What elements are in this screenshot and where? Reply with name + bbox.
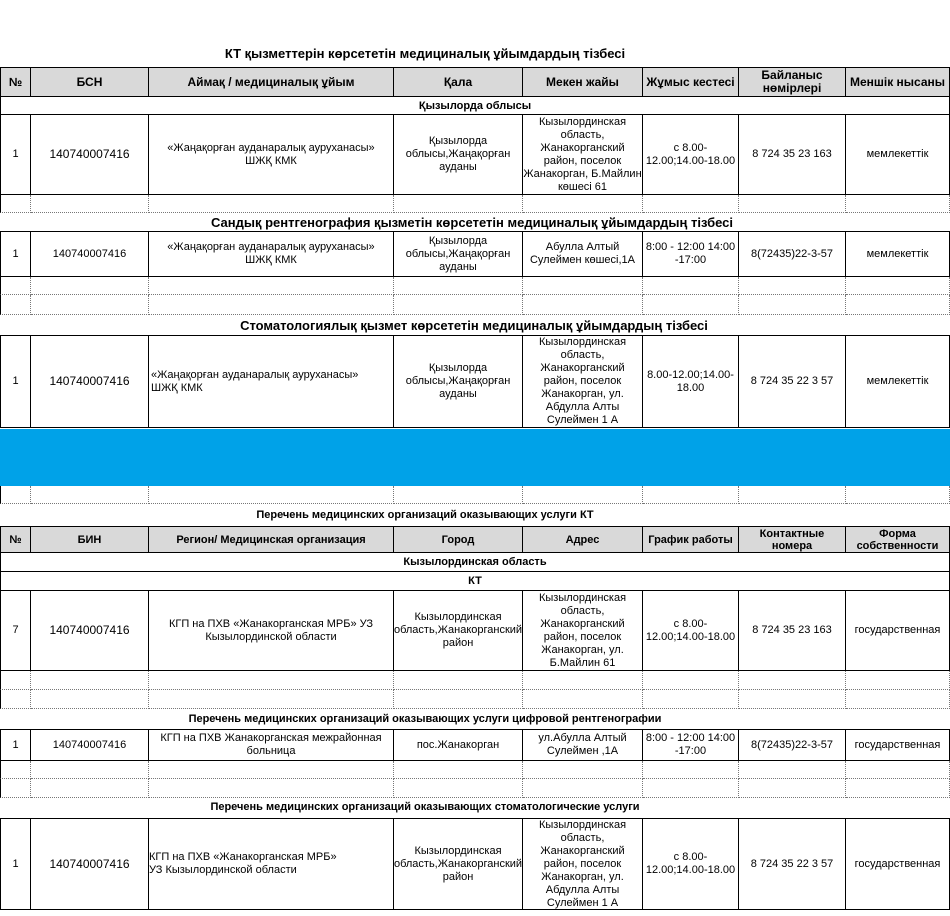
cell-num: 7 (0, 591, 31, 671)
cell-address: Кызылординская область, Жанакорганский район, поселок Жанакорган, ул. Б.Майлин 61 (523, 591, 643, 671)
header-ownership: Меншік нысаны (846, 67, 950, 97)
cell-bin: 140740007416 (31, 591, 149, 671)
kz-xray-title: Сандық рентгенография қызметін көрсететін медициналық ұйымдардың тізбесі (210, 214, 734, 230)
empty-row (0, 195, 950, 213)
cell-ownership: государственная (846, 729, 950, 761)
cell-org: «Жаңақорған ауданаралық ауруханасы» ШЖҚ КМК (149, 115, 394, 195)
cell-phone: 8 724 35 23 163 (739, 115, 846, 195)
cell-city: Кызылординская область,Жанакорганский район (394, 818, 523, 910)
ru-xray-title: Перечень медицинских организаций оказывающих услуги цифровой рентгенографии (188, 712, 662, 725)
cell-schedule: с 8.00-12.00;14.00-18.00 (643, 115, 739, 195)
empty-row (0, 277, 950, 295)
table-row (0, 591, 950, 671)
cell-phone: 8 724 35 22 3 57 (739, 818, 846, 910)
cell-city: Кызылординская область,Жанакорганский район (394, 591, 523, 671)
cell-ownership: мемлекеттік (846, 335, 950, 428)
cell-schedule: 8:00 - 12:00 14:00 -17:00 (643, 729, 739, 761)
table-row (0, 115, 950, 195)
cell-address: Абулла Алтый Сулеймен көшесі,1А (523, 231, 643, 277)
header-ownership: Форма собственности (846, 526, 950, 553)
cell-ownership: государственная (846, 818, 950, 910)
cell-schedule: с 8.00-12.00;14.00-18.00 (643, 818, 739, 910)
header-phone: Байланыс нөмірлері (739, 67, 846, 97)
table-row (0, 818, 950, 910)
kz-ct-title: КТ қызметтерін көрсететін медициналық ұйымдардың тізбесі (224, 45, 626, 61)
cell-num: 1 (0, 231, 31, 277)
header-num: № (0, 526, 31, 553)
table-row (0, 335, 950, 428)
cell-ownership: государственная (846, 591, 950, 671)
kz-region-row: Қызылорда облысы (0, 97, 950, 115)
kz-header-row (0, 67, 950, 97)
kz-dental-title: Стоматологиялық қызмет көрсететін медициналық ұйымдардың тізбесі (240, 317, 708, 333)
cell-phone: 8(72435)22-3-57 (739, 729, 846, 761)
header-bin: БСН (31, 67, 149, 97)
cell-schedule: 8.00-12.00;14.00-18.00 (643, 335, 739, 428)
cell-org: «Жаңақорған ауданаралық ауруханасы» ШЖҚ КМК (149, 335, 394, 428)
cell-num: 1 (0, 729, 31, 761)
header-phone: Контактные номера (739, 526, 846, 553)
cell-bin: 140740007416 (31, 729, 149, 761)
ru-dental-title: Перечень медицинских организаций оказывающих стоматологические услуги (210, 801, 640, 813)
empty-row (0, 690, 950, 709)
cell-address: Кызылординская область, Жанакорганский район, поселок Жанакорган, Б.Майлин көшесі 61 (523, 115, 643, 195)
cell-schedule: 8:00 - 12:00 14:00 -17:00 (643, 231, 739, 277)
cell-phone: 8(72435)22-3-57 (739, 231, 846, 277)
cell-org: КГП на ПХВ «Жанакорганская МРБ» УЗ Кызылординской области (149, 818, 394, 910)
ru-header-row (0, 526, 950, 553)
header-org: Аймақ / медициналық ұйым (149, 67, 394, 97)
cell-address: Кызылординская область, Жанакорганский район, поселок Жанакорган, ул. Абдулла Алты Сулеймен 1 А (523, 335, 643, 428)
table-row (0, 729, 950, 761)
table-row (0, 231, 950, 277)
cell-bin: 140740007416 (31, 115, 149, 195)
cell-phone: 8 724 35 23 163 (739, 591, 846, 671)
cell-city: Қызылорда облысы,Жаңақорған ауданы (394, 231, 523, 277)
header-num: № (0, 67, 31, 97)
cell-schedule: с 8.00-12.00;14.00-18.00 (643, 591, 739, 671)
cell-phone: 8 724 35 22 3 57 (739, 335, 846, 428)
ru-region-row: Кызылординская область (0, 553, 950, 572)
empty-row (0, 295, 950, 315)
cell-bin: 140740007416 (31, 335, 149, 428)
cell-ownership: мемлекеттік (846, 231, 950, 277)
highlight-band (0, 429, 950, 486)
header-address: Адрес (523, 526, 643, 553)
header-address: Мекен жайы (523, 67, 643, 97)
cell-num: 1 (0, 818, 31, 910)
cell-address: Кызылординская область, Жанакорганский район, поселок Жанакорган, ул. Абдулла Алты Сулеймен 1 А (523, 818, 643, 910)
cell-bin: 140740007416 (31, 818, 149, 910)
cell-address: ул.Абулла Алтый Сулеймен ,1А (523, 729, 643, 761)
header-schedule: Жұмыс кестесі (643, 67, 739, 97)
empty-row (0, 671, 950, 690)
cell-org: КГП на ПХВ «Жанакорганская МРБ» УЗ Кызылординской области (149, 591, 394, 671)
header-city: Город (394, 526, 523, 553)
ru-subsection-row: КТ (0, 572, 950, 591)
header-city: Қала (394, 67, 523, 97)
ru-ct-title: Перечень медицинских организаций оказывающих услуги КТ (256, 508, 594, 521)
cell-city: Қызылорда облысы,Жаңақорған ауданы (394, 335, 523, 428)
empty-row (0, 779, 950, 798)
cell-num: 1 (0, 335, 31, 428)
header-org: Регион/ Медицинская организация (149, 526, 394, 553)
empty-row (0, 761, 950, 779)
cell-num: 1 (0, 115, 31, 195)
cell-city: пос.Жанакорган (394, 729, 523, 761)
cell-org: КГП на ПХВ Жанакорганская межрайонная больница (149, 729, 394, 761)
header-bin: БИН (31, 526, 149, 553)
cell-ownership: мемлекеттік (846, 115, 950, 195)
cell-org: «Жаңақорған ауданаралық ауруханасы» ШЖҚ КМК (149, 231, 394, 277)
cell-city: Қызылорда облысы,Жаңақорған ауданы (394, 115, 523, 195)
empty-row (0, 486, 950, 504)
cell-bin: 140740007416 (31, 231, 149, 277)
header-schedule: График работы (643, 526, 739, 553)
